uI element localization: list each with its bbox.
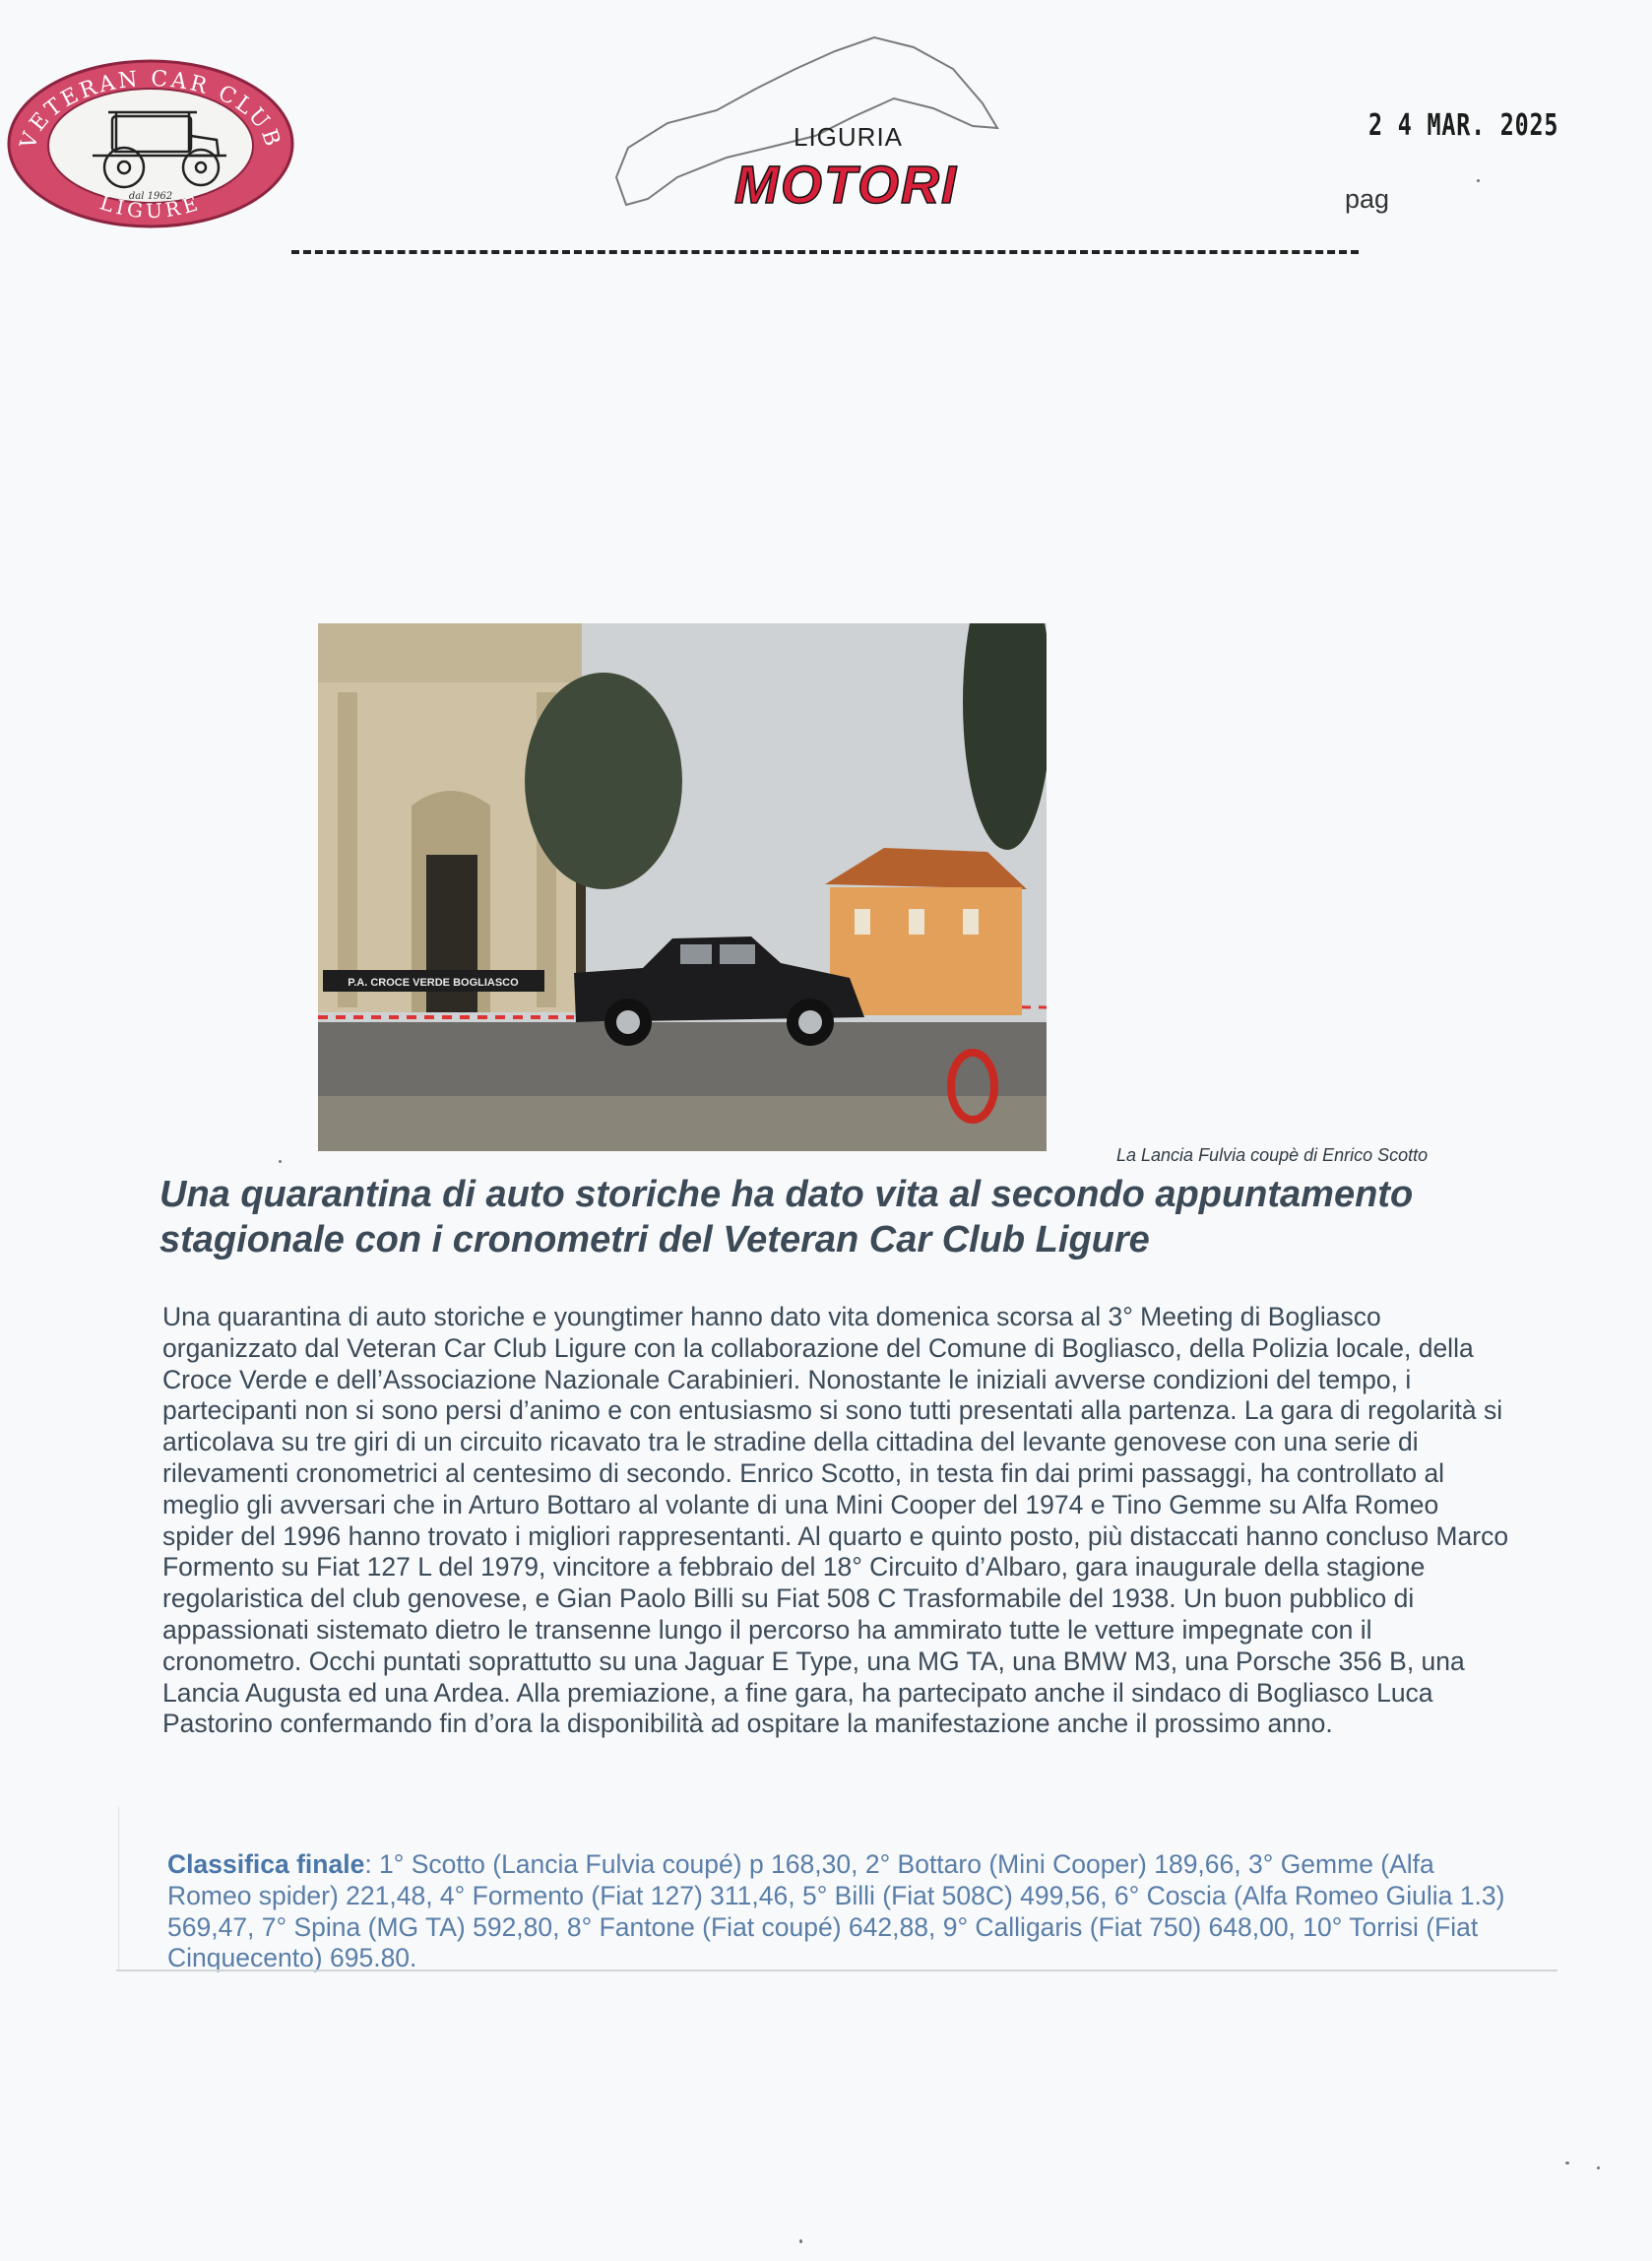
croce-verde-sign-text: P.A. CROCE VERDE BOGLIASCO	[348, 977, 519, 989]
scan-speck	[279, 1160, 282, 1163]
article-photo	[318, 623, 1047, 1151]
scan-speck	[799, 2239, 802, 2243]
logo-since-text: dal 1962	[128, 191, 173, 202]
liguria-motori-logo	[608, 30, 1042, 236]
scan-speck	[1477, 179, 1480, 182]
final-ranking-label: Classifica finale	[167, 1849, 365, 1879]
final-ranking-text: : 1° Scotto (Lancia Fulvia coupé) p 168,30, 2° Bottaro (Mini Cooper) 189,66, 3° Gemme (Alfa Romeo spider) 221,48, 4° Formento (Fiat 127) 311,46, 5° Billi (Fiat 508C) 499,56, 6° Coscia (Alfa Romeo Giulia 1.3) 569,47, 7° Spina (MG TA) 592,80, 8° Fantone (Fiat coupé) 642,88, 9° Calligaris (Fiat 750) 648,00, 10° Torrisi (Fiat Cinquecento) 695.80.	[167, 1849, 1505, 1973]
scan-speck	[1597, 2166, 1600, 2169]
veteran-car-club-ligure-logo	[6, 57, 295, 230]
logo-motori-text: MOTORI	[734, 156, 958, 215]
article-body: Una quarantina di auto storiche e youngtimer hanno dato vita domenica scorsa al 3° Meeting di Bogliasco organizzato dal Veteran Car Club Ligure con la collaborazione del Comune di Bogliasco, della Polizia locale, della Croce Verde e dell’Associazione Nazionale Carabinieri. Nonostante le iniziali avverse condizioni del tempo, i partecipanti non si sono persi d’animo e con entusiasmo si sono tutti presentati alla partenza. La gara di regolarità si articolava su tre giri di un circuito ricavato tra le stradine della cittadina del levante genovese con una serie di rilevamenti cronometrici al centesimo di secondo. Enrico Scotto, in testa fin dai primi passaggi, ha controllato al meglio gli avversari che in Arturo Bottaro al volante di una Mini Cooper del 1974 e Tino Gemme su Alfa Romeo spider del 1996 hanno trovato i migliori rappresentanti. Al quarto e quinto posto, più distaccati hanno concluso Marco Formento su Fiat 127 L del 1979, vincitore a febbraio del 18° Circuito d’Albaro, gara inaugurale della stagione regolaristica del club genovese, e Gian Paolo Billi su Fiat 508 C Trasformabile del 1938. Un buon pubblico di appassionati sistemato dietro le transenne lungo il percorso ha ammirato tutte le vetture impegnate con il cronometro. Occhi puntati soprattutto su una Jaguar E Type, una MG TA, una BMW M3, una Porsche 356 B, una Lancia Augusta ed una Ardea. Alla premiazione, a fine gara, ha partecipato anche il sindaco di Bogliasco Luca Pastorino confermando fin d’ora la disponibilità ad ospitare la manifestazione anche il prossimo anno.	[162, 1302, 1509, 1739]
logo-bottom-text: LIGURE	[96, 190, 205, 224]
received-date-stamp: 2 4 MAR. 2025	[1368, 108, 1559, 143]
logo-liguria-text: LIGURIA	[794, 122, 904, 152]
photo-caption: La Lancia Fulvia coupè di Enrico Scotto	[1116, 1145, 1429, 1165]
column-side-rule	[118, 1807, 119, 1970]
article-title: Una quarantina di auto storiche ha dato vita al secondo appuntamento stagionale con i cronometri del Veteran Car Club Ligure	[159, 1174, 1414, 1260]
header-dashed-rule	[291, 250, 1359, 254]
article-bottom-rule	[116, 1970, 1557, 1971]
page-label: pag	[1345, 184, 1390, 214]
scan-speck	[1565, 2162, 1569, 2164]
final-ranking	[167, 1849, 1506, 1974]
logo-top-text: VETERAN CAR CLUB	[16, 66, 286, 153]
